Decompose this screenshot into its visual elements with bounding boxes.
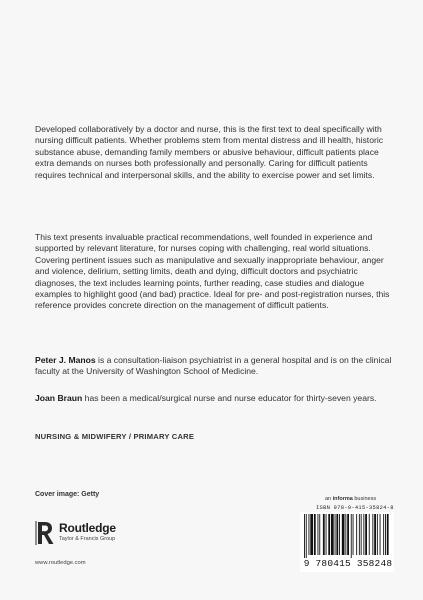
barcode-bar — [377, 514, 378, 555]
barcode-bar — [310, 514, 313, 555]
barcode-bar — [306, 514, 307, 558]
author-bio-text: is a consultation-liaison psychiatrist in a general hospital and is on the clinical faculty at the University of Washington School of Medicine. — [35, 355, 392, 377]
barcode-bar — [365, 514, 367, 555]
informa-name: informa — [332, 496, 353, 502]
publisher-name: Routledge — [59, 521, 116, 535]
description-paragraph-1: Developed collaboratively by a doctor and nurse, this is the first text to deal specifically with nursing difficult patients. Whether problems stem from mental distress and ill health, historic substance abuse, demanding family members or abusive behaviour, difficult patients place extra demands on nurses both professionally and personally. Caring for difficult patients requires technical and interpersonal skills, and the ability to exercise power and set limits. — [35, 124, 384, 180]
barcode-bar — [369, 514, 370, 555]
barcode-bar — [347, 514, 349, 555]
barcode-bars-icon — [304, 514, 390, 558]
barcode-bar — [339, 514, 340, 555]
barcode-bar — [336, 514, 338, 555]
barcode-bar — [345, 514, 346, 555]
barcode-bar — [356, 514, 357, 555]
barcode-bar — [372, 514, 373, 555]
barcode-bar — [335, 514, 336, 555]
barcode-bar — [353, 514, 354, 555]
barcode-bar — [304, 514, 305, 558]
barcode-bar — [323, 514, 325, 555]
barcode-bar — [331, 514, 334, 555]
barcode-digits: 9 780415 358248 — [303, 558, 393, 569]
description-paragraph-2: This text presents invaluable practical recommendations, well founded in experience and supported by relevant literature, for nurses coping with challenging, real world situations. Covering pertinent issues such as manipulative and sexually inappropriate behaviour, anger and violence, delirium, setting limits, death and dying, difficult doctors and psychiatric diagnoses, the text includes learning points, further reading, case studies and dialogue examples to highlight good (and bad) practice. Ideal for pre- and post-registration nurses, this reference provides concrete direction on the management of difficult patients. — [35, 232, 390, 311]
barcode-bar — [351, 514, 352, 558]
barcode-bar — [326, 514, 327, 555]
informa-business-label — [325, 496, 376, 502]
publisher-url: www.routledge.com — [35, 560, 86, 566]
barcode-bar — [374, 514, 376, 555]
author-bio-text: has been a medical/surgical nurse and nurse educator for thirty-seven years. — [82, 393, 377, 403]
barcode-bar — [309, 514, 310, 555]
informa-prefix: an — [325, 496, 333, 502]
author-bio-1 — [35, 355, 395, 378]
barcode-bar — [383, 514, 384, 555]
barcode-bar — [319, 514, 320, 555]
barcode-bar — [363, 514, 364, 555]
barcode-bar — [361, 514, 362, 555]
author-name: Joan Braun — [35, 393, 83, 403]
barcode-bar — [342, 514, 345, 555]
barcode-bar — [328, 514, 330, 555]
barcode-bar — [318, 514, 319, 555]
informa-suffix: business — [352, 496, 377, 502]
barcode-bar — [380, 514, 381, 555]
barcode-bar — [387, 514, 389, 555]
author-bio-2 — [35, 393, 395, 404]
subject-category: NURSING & MIDWIFERY / PRIMARY CARE — [35, 432, 195, 441]
barcode — [300, 512, 394, 572]
publisher-group: Taylor & Francis Group — [59, 536, 116, 542]
isbn-label: ISBN 978-0-415-35824-8 — [316, 505, 394, 511]
barcode-bar — [314, 514, 316, 555]
barcode-bar — [385, 514, 386, 555]
author-name: Peter J. Manos — [35, 355, 96, 365]
publisher-logo — [35, 520, 155, 560]
routledge-r-icon — [35, 520, 55, 546]
barcode-bar — [359, 514, 360, 555]
cover-credit: Cover image: Getty — [35, 491, 100, 498]
